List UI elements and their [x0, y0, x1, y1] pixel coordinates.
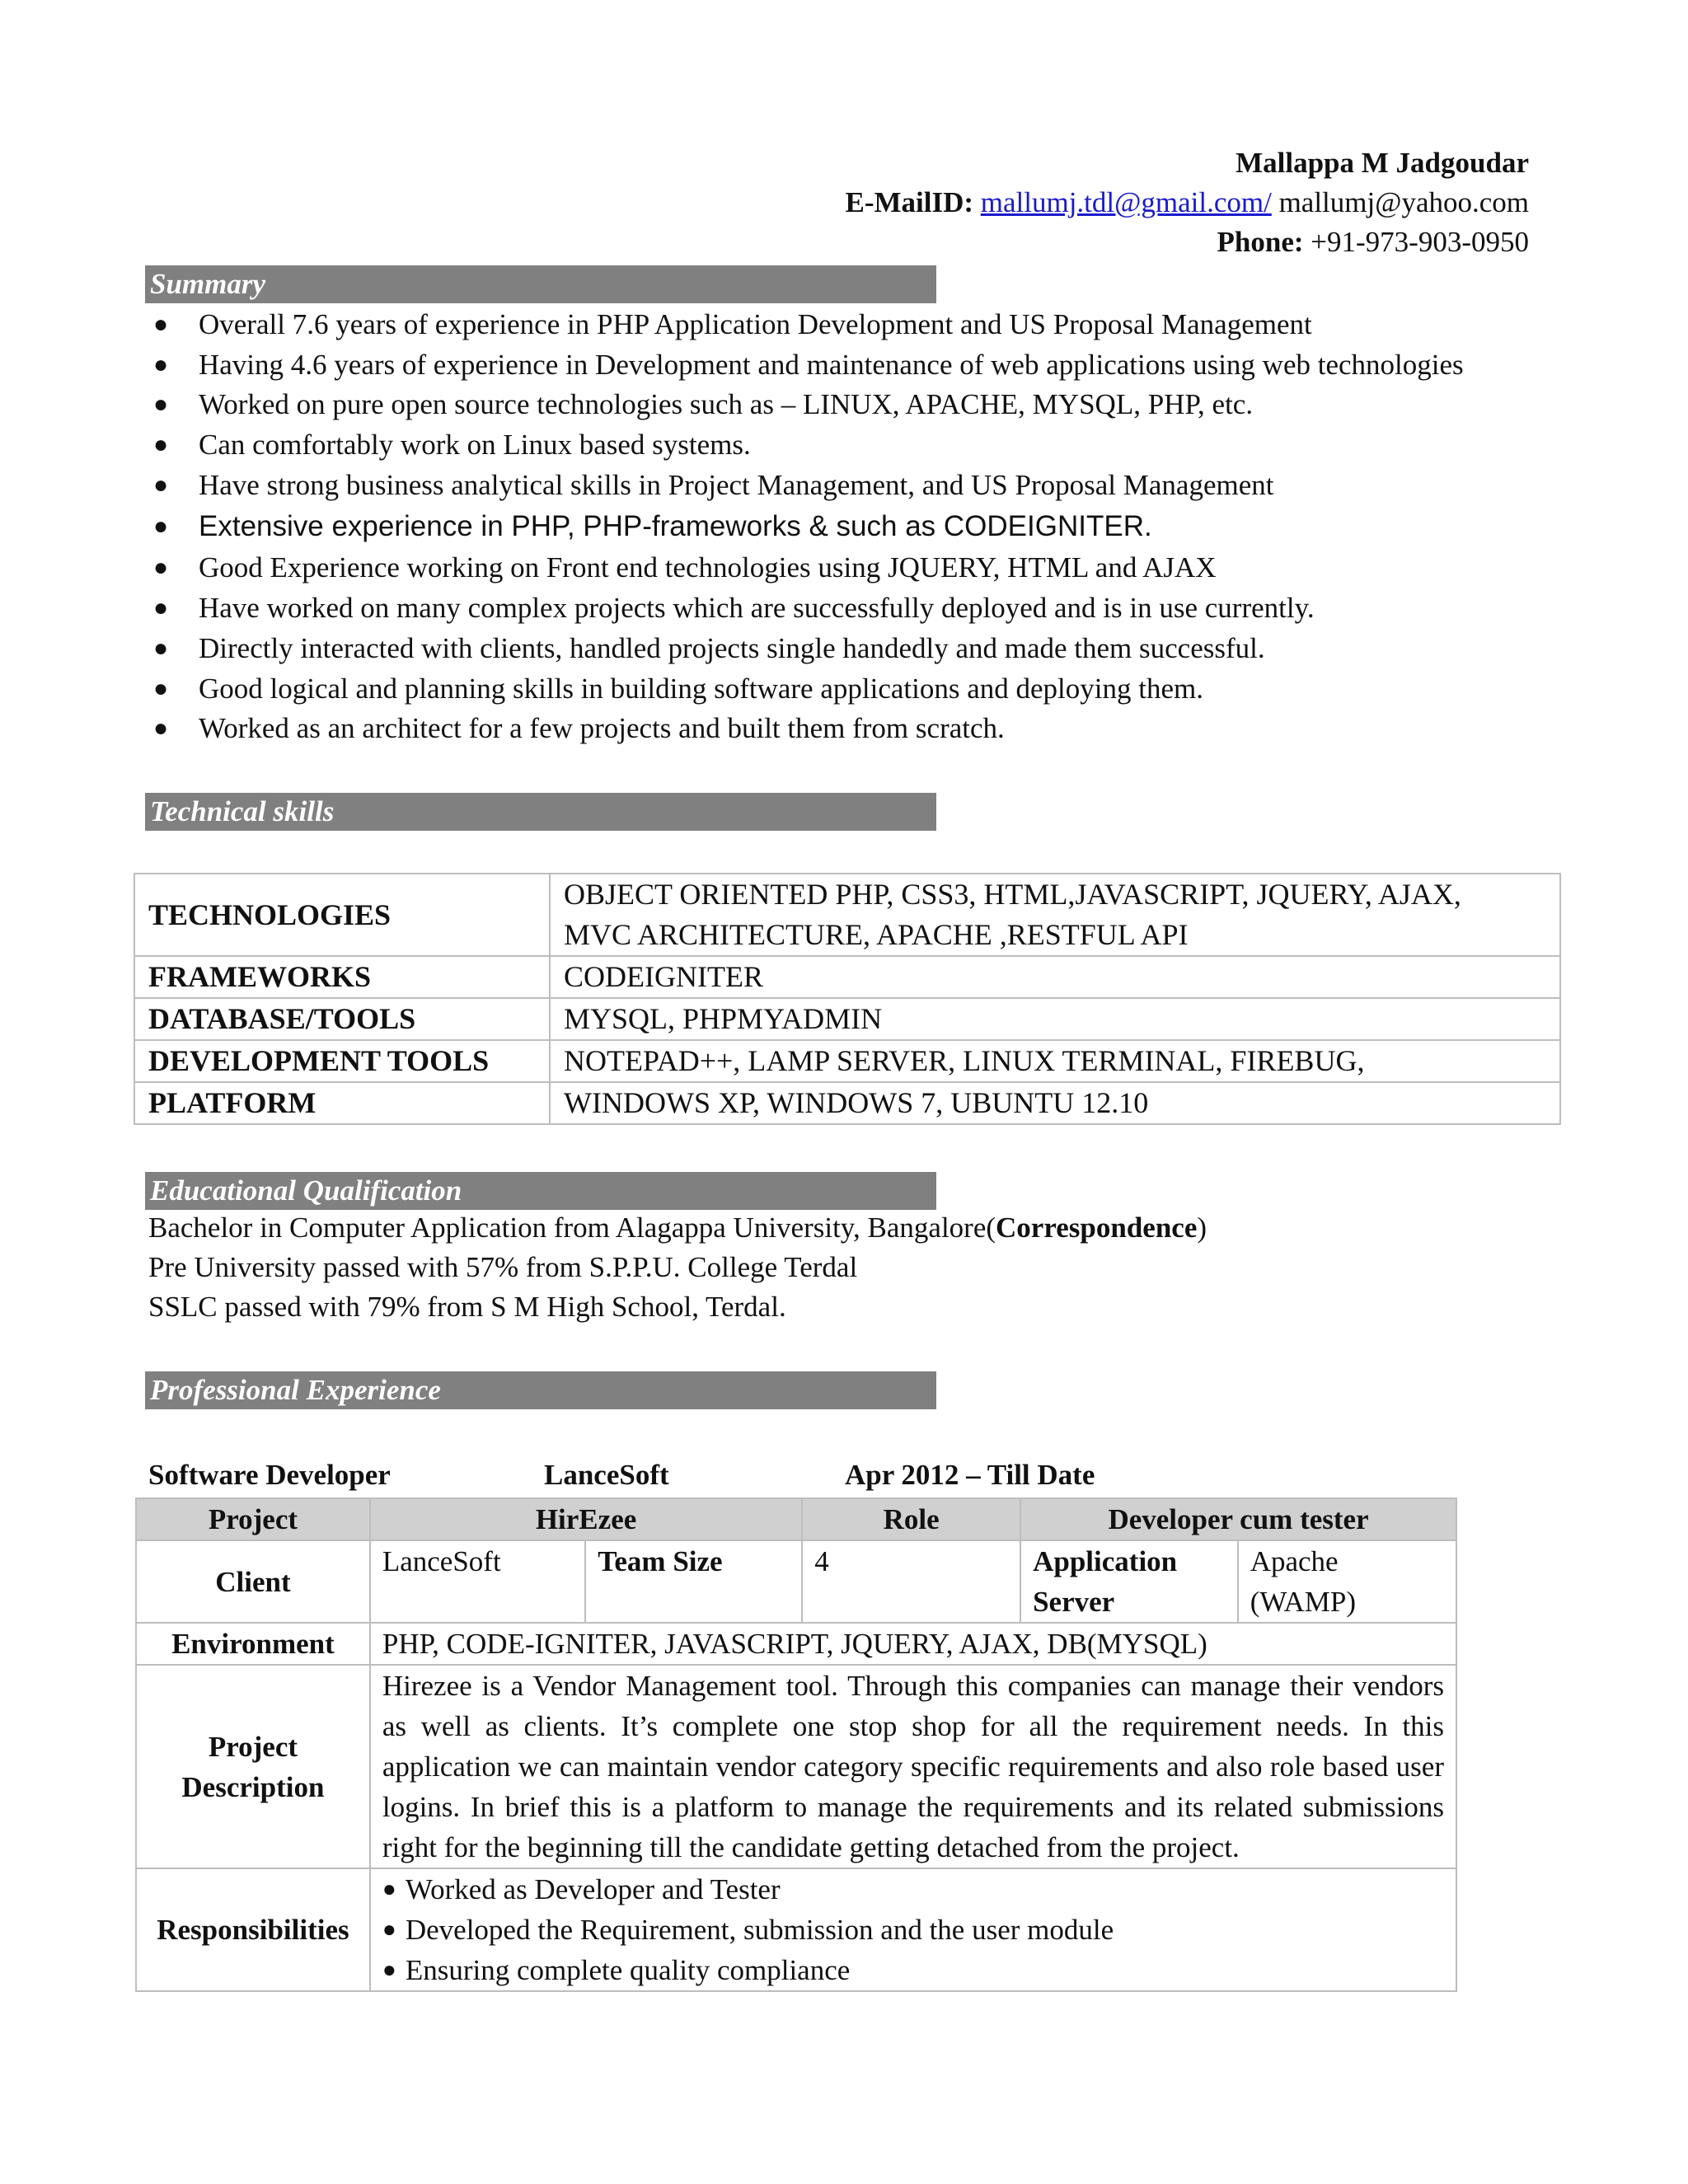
summary-list — [145, 305, 1546, 749]
app-server-label-line: Server — [1033, 1586, 1115, 1618]
bullet-icon: ● — [382, 1917, 396, 1943]
phone-number: +91-973-903-0950 — [1311, 226, 1529, 258]
technical-skills-heading: Technical skills — [145, 793, 936, 831]
skill-values-line: MVC ARCHITECTURE, APACHE ,RESTFUL API — [564, 918, 1189, 951]
email-primary-link[interactable]: mallumj.tdl@gmail.com/ — [980, 186, 1272, 218]
summary-item — [145, 305, 1546, 345]
list-item — [379, 1869, 1444, 1910]
email-secondary: mallumj@yahoo.com — [1278, 186, 1529, 218]
skill-values — [550, 874, 1560, 956]
education-text: Bachelor in Computer Application from Alagappa University, Bangalore( — [148, 1212, 996, 1244]
project-name: HirEzee — [370, 1498, 802, 1540]
responsibility-text: Worked as Developer and Tester — [405, 1873, 781, 1905]
responsibilities-cell — [370, 1868, 1456, 1991]
skill-category: DEVELOPMENT TOOLS — [134, 1040, 550, 1082]
summary-item-text: Worked as an architect for a few projects and built them from scratch. — [199, 712, 1005, 745]
summary-item — [145, 505, 1546, 548]
bullet-icon: ● — [153, 594, 169, 622]
email-line — [845, 186, 1529, 219]
education-line: Pre University passed with 57% from S.P.P.U. College Terdal — [148, 1251, 858, 1283]
bullet-icon: ● — [153, 311, 169, 338]
project-table — [135, 1497, 1457, 1992]
job-role: Software Developer — [148, 1459, 391, 1491]
app-server-value-line: (WAMP) — [1250, 1586, 1357, 1618]
responsibility-text: Developed the Requirement, submission and the user module — [405, 1914, 1114, 1946]
email-label: E-MailID: — [845, 186, 974, 218]
team-size-label: Team Size — [585, 1540, 802, 1623]
skill-values: NOTEPAD++, LAMP SERVER, LINUX TERMINAL, FIREBUG, — [550, 1040, 1560, 1082]
table-row — [134, 874, 1560, 956]
summary-item-text: Directly interacted with clients, handled projects single handedly and made them successful. — [199, 631, 1265, 664]
project-description: Hirezee is a Vendor Management tool. Through this companies can manage their vendors as well as clients. It’s complete one stop shop for all the requirement needs. In this application we can maintain vendor category specific requirements and also role based user logins. In brief this is a platform to manage the requirements and its related submissions right for the beginning till the candidate getting detached from the project. — [370, 1665, 1456, 1868]
description-label-line: Description — [181, 1770, 325, 1803]
skill-values: MYSQL, PHPMYADMIN — [550, 998, 1560, 1040]
bullet-icon: ● — [153, 350, 169, 378]
app-server-value-line: Apache — [1250, 1545, 1339, 1577]
list-item — [379, 1910, 1444, 1950]
education-text: ) — [1197, 1212, 1207, 1244]
responsibilities-list — [379, 1869, 1444, 1990]
bullet-icon: ● — [153, 471, 169, 499]
summary-item-text: Good Experience working on Front end technologies using JQUERY, HTML and AJAX — [199, 551, 1217, 584]
bullet-icon: ● — [153, 513, 169, 541]
table-row — [134, 1082, 1560, 1124]
role-label: Role — [802, 1498, 1020, 1540]
skill-values: WINDOWS XP, WINDOWS 7, UBUNTU 12.10 — [550, 1082, 1560, 1124]
list-item — [379, 1950, 1444, 1990]
education-line — [148, 1212, 1207, 1244]
table-row — [136, 1665, 1456, 1868]
bullet-icon: ● — [382, 1957, 396, 1983]
summary-item — [145, 669, 1546, 710]
education-mode: Correspondence — [996, 1212, 1198, 1244]
table-row — [134, 1040, 1560, 1082]
bullet-icon: ● — [153, 715, 169, 743]
description-label — [136, 1665, 370, 1868]
bullet-icon: ● — [153, 674, 169, 702]
bullet-icon: ● — [153, 634, 169, 662]
app-server-value — [1238, 1540, 1456, 1623]
bullet-icon: ● — [382, 1877, 396, 1902]
responsibility-text: Ensuring complete quality compliance — [405, 1954, 851, 1986]
skill-values: CODEIGNITER — [550, 956, 1560, 998]
phone-label: Phone: — [1217, 226, 1304, 258]
summary-item — [145, 425, 1546, 466]
summary-item-text: Worked on pure open source technologies such as – LINUX, APACHE, MYSQL, PHP, etc. — [199, 388, 1254, 421]
education-line: SSLC passed with 79% from S M High School, Terdal. — [148, 1291, 786, 1323]
table-row — [136, 1498, 1456, 1540]
table-row — [136, 1623, 1456, 1665]
summary-item-text: Having 4.6 years of experience in Development and maintenance of web applications using web technologies — [199, 348, 1464, 381]
summary-item — [145, 548, 1546, 588]
bullet-icon: ● — [153, 391, 169, 419]
skill-category: TECHNOLOGIES — [134, 874, 550, 956]
job-company: LanceSoft — [544, 1459, 669, 1491]
table-row — [134, 956, 1560, 998]
job-period: Apr 2012 – Till Date — [845, 1459, 1095, 1491]
table-row — [136, 1868, 1456, 1991]
summary-item-text: Extensive experience in PHP, PHP-frameworks & such as CODEIGNITER. — [199, 510, 1152, 543]
project-label: Project — [136, 1498, 370, 1540]
summary-item-text: Overall 7.6 years of experience in PHP Application Development and US Proposal Management — [199, 308, 1312, 340]
phone-line — [1217, 226, 1529, 259]
skills-table — [134, 873, 1561, 1125]
summary-item — [145, 709, 1546, 749]
environment-label: Environment — [136, 1623, 370, 1665]
role-value: Developer cum tester — [1020, 1498, 1456, 1540]
bullet-icon: ● — [153, 554, 169, 582]
description-label-line: Project — [208, 1730, 298, 1763]
summary-item — [145, 466, 1546, 506]
summary-item — [145, 588, 1546, 629]
experience-heading: Professional Experience — [145, 1371, 936, 1409]
app-server-label — [1020, 1540, 1238, 1623]
summary-item-text: Good logical and planning skills in building software applications and deploying them. — [199, 672, 1203, 705]
summary-item — [145, 629, 1546, 669]
team-size-value: 4 — [802, 1540, 1020, 1623]
candidate-name: Mallappa M Jadgoudar — [1236, 147, 1529, 179]
bullet-icon: ● — [153, 431, 169, 459]
environment-value: PHP, CODE-IGNITER, JAVASCRIPT, JQUERY, AJAX, DB(MYSQL) — [370, 1623, 1456, 1665]
skill-values-line: OBJECT ORIENTED PHP, CSS3, HTML,JAVASCRIPT, JQUERY, AJAX, — [564, 878, 1461, 911]
summary-item — [145, 385, 1546, 425]
summary-item-text: Can comfortably work on Linux based systems. — [199, 429, 751, 462]
app-server-label-line: Application — [1033, 1545, 1178, 1577]
skill-category: DATABASE/TOOLS — [134, 998, 550, 1040]
client-label: Client — [136, 1540, 370, 1623]
summary-heading: Summary — [145, 265, 936, 303]
responsibilities-label: Responsibilities — [136, 1868, 370, 1991]
summary-item-text: Have worked on many complex projects which are successfully deployed and is in use currently. — [199, 592, 1315, 625]
table-row — [136, 1540, 1456, 1623]
table-row — [134, 998, 1560, 1040]
education-heading: Educational Qualification — [145, 1172, 936, 1210]
summary-item-text: Have strong business analytical skills in Project Management, and US Proposal Management — [199, 468, 1274, 501]
client-value: LanceSoft — [370, 1540, 585, 1623]
summary-item — [145, 345, 1546, 386]
skill-category: PLATFORM — [134, 1082, 550, 1124]
skill-category: FRAMEWORKS — [134, 956, 550, 998]
